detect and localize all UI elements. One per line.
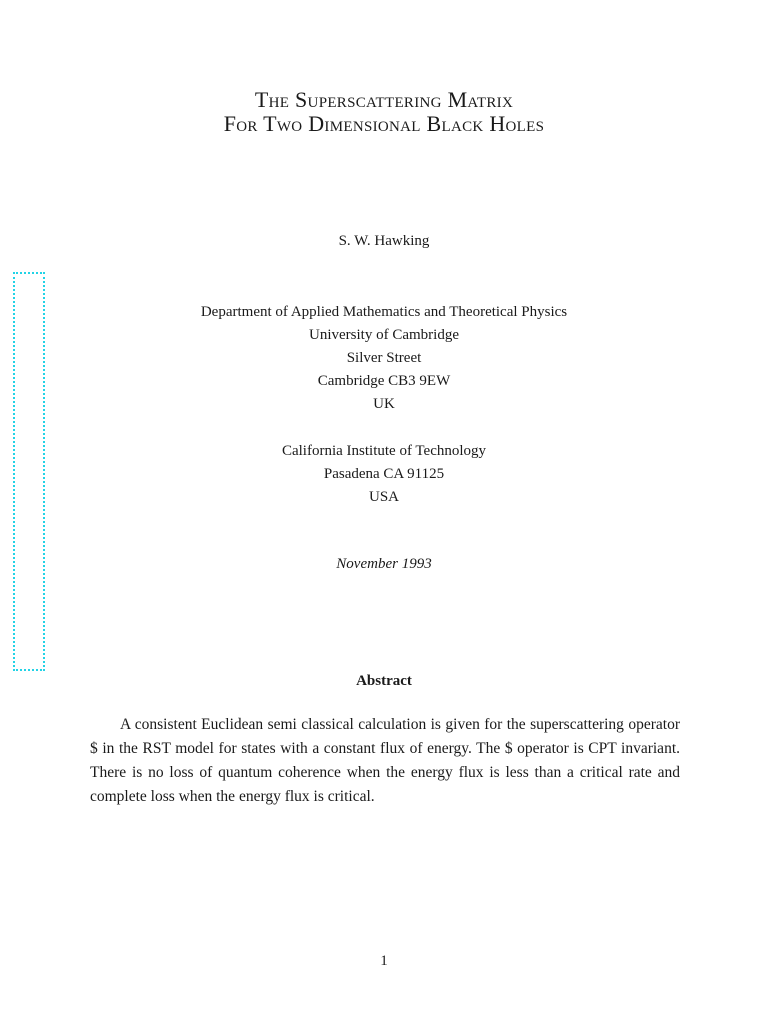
affiliation-line: Pasadena CA 91125 xyxy=(323,466,445,482)
affiliation-line: UK xyxy=(373,396,395,412)
abstract-heading: Abstract xyxy=(356,673,412,689)
author-name: S. W. Hawking xyxy=(338,233,430,249)
affiliation-line: Cambridge CB3 9EW xyxy=(317,373,451,389)
margin-annotation-box xyxy=(13,272,45,671)
abstract-body: A consistent Euclidean semi classical calculation is given for the superscattering operator $ in the RST model for states with a constant flux of energy. The $ operator is CPT invariant. There is no loss of quantum coherence when the energy flux is less than a critical rate and complete loss when the energy flux is critical. xyxy=(90,716,680,805)
title-line-1: The Superscattering Matrix xyxy=(254,87,514,112)
affiliation-line: California Institute of Technology xyxy=(281,443,487,459)
affiliation-line: Silver Street xyxy=(346,350,422,366)
affiliation-caltech xyxy=(0,440,768,509)
affiliation-cambridge xyxy=(0,301,768,416)
affiliation-line: USA xyxy=(368,489,399,505)
affiliation-line: Department of Applied Mathematics and Theoretical Physics xyxy=(200,304,568,320)
paper-title xyxy=(0,88,768,136)
page-number: 1 xyxy=(380,953,388,969)
affiliation-line: University of Cambridge xyxy=(309,327,459,343)
publication-date: November 1993 xyxy=(336,556,432,572)
title-line-2: For Two Dimensional Black Holes xyxy=(223,111,545,136)
